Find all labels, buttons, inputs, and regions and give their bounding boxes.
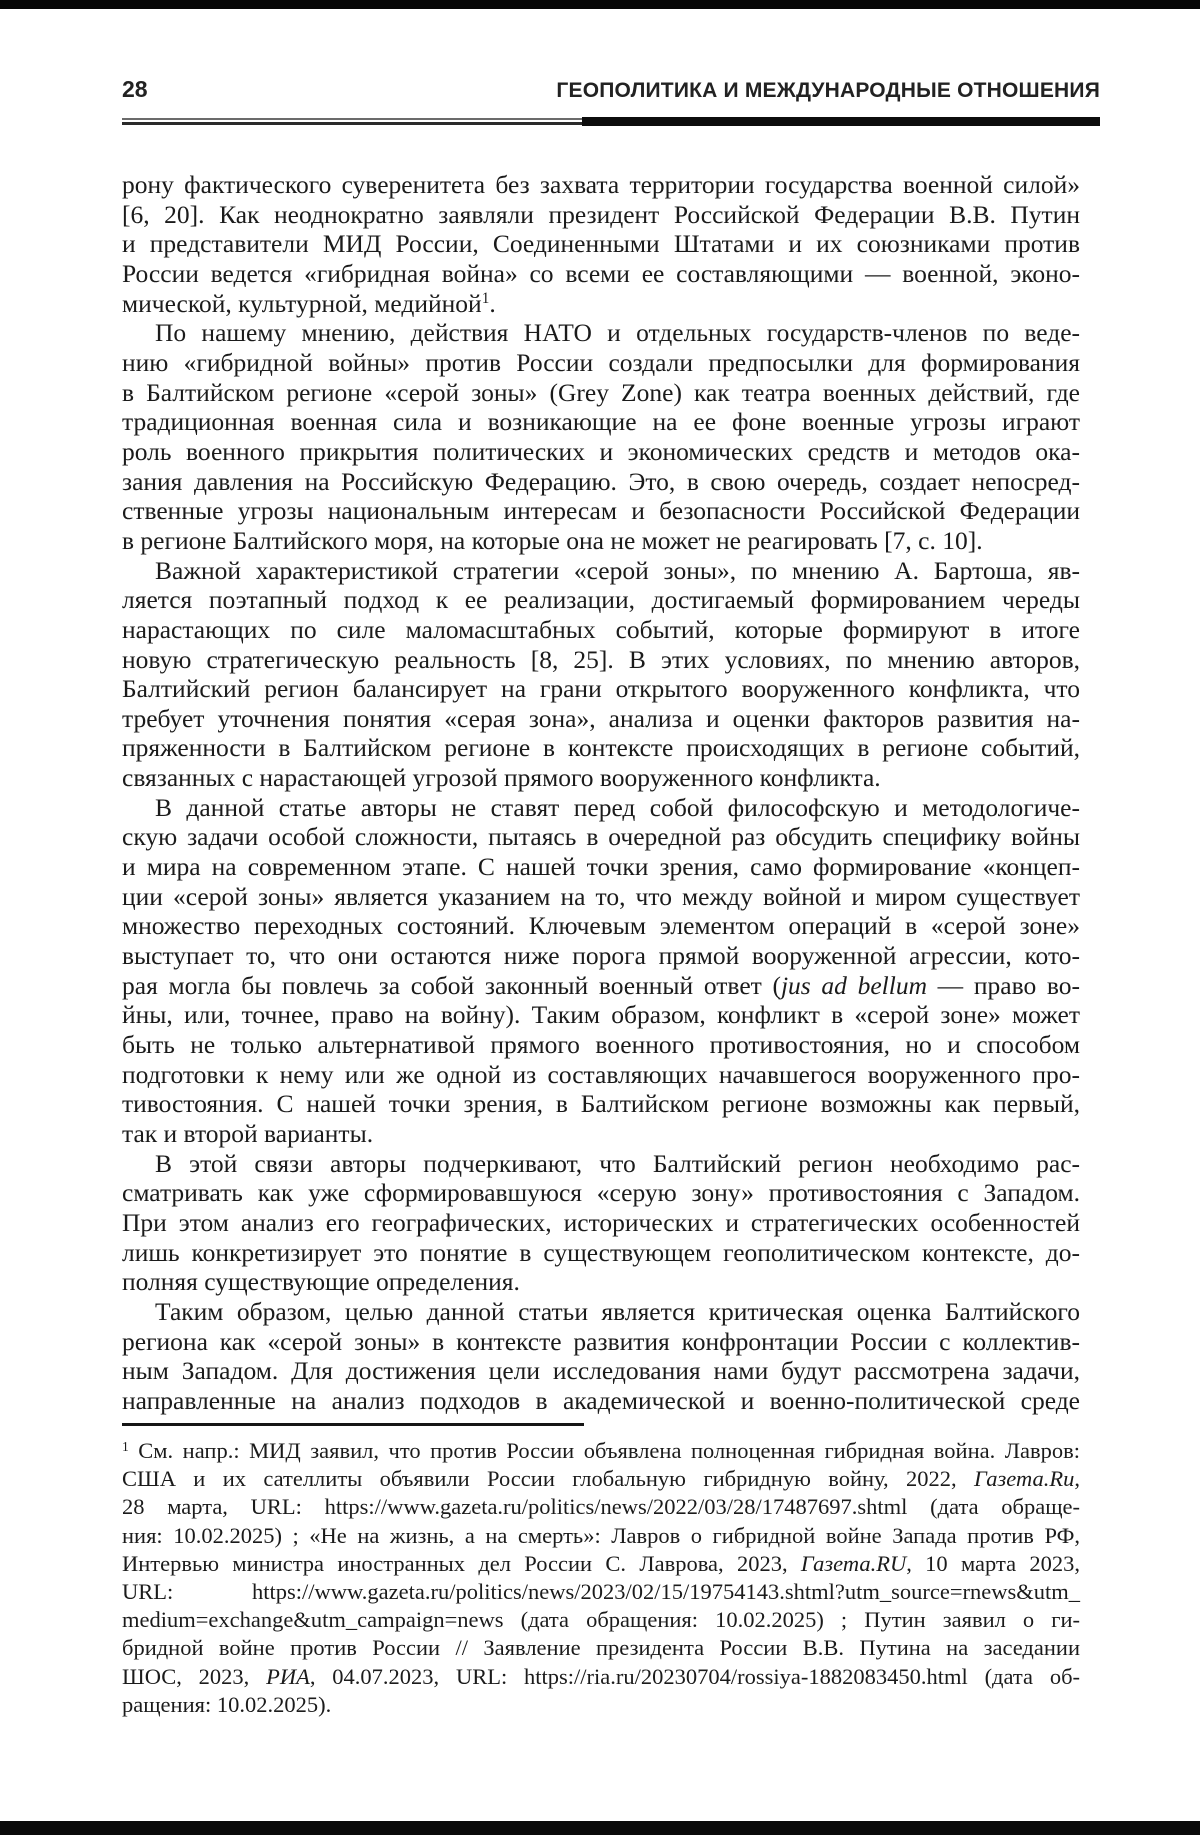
footnote-marker: 1 bbox=[481, 290, 490, 308]
text-segment: скую задачи особой сложности, пытаясь в очередной раз обсудить специфику войны bbox=[122, 822, 1080, 852]
text-line bbox=[122, 971, 1080, 1001]
text-segment: связанных с нарастающей угрозой прямого вооруженного конфликта. bbox=[122, 763, 881, 793]
text-segment: Таким образом, целью данной статьи является критическая оценка Балтийского bbox=[155, 1296, 1080, 1326]
text-segment: Важной характеристикой стратегии «серой зоны», по мнению А. Бартоша, яв- bbox=[155, 555, 1080, 585]
italic-text: jus ad bellum bbox=[780, 970, 927, 1000]
text-line bbox=[122, 585, 1080, 615]
text-line bbox=[122, 1030, 1080, 1060]
paragraph bbox=[122, 1297, 1080, 1416]
text-segment: роль военного прикрытия политических и экономических средств и методов ока- bbox=[122, 436, 1080, 466]
paragraph bbox=[122, 556, 1080, 793]
text-segment: ращения: 10.02.2025). bbox=[122, 1691, 332, 1717]
text-segment: США и их сателлиты объявили России глобальную гибридную войну, 2022, bbox=[122, 1466, 975, 1492]
header-rule bbox=[122, 116, 1100, 126]
text-line bbox=[122, 229, 1080, 259]
paragraph bbox=[122, 793, 1080, 1149]
text-line bbox=[122, 763, 1080, 793]
text-line bbox=[122, 437, 1080, 467]
text-line bbox=[122, 674, 1080, 704]
text-line bbox=[122, 1386, 1080, 1416]
footnote-line bbox=[122, 1663, 1080, 1691]
text-segment: ляется поэтапный подход к ее реализации, достигаемый формированием череды bbox=[122, 585, 1080, 615]
text-line bbox=[122, 1119, 1080, 1149]
page-number: 28 bbox=[122, 76, 148, 102]
text-segment: См. напр.: МИД заявил, что против России объявлена полноценная гибридная война. Лавров: bbox=[128, 1438, 1080, 1463]
header-rule-right-bar bbox=[582, 117, 1100, 126]
text-line bbox=[122, 733, 1080, 763]
text-line bbox=[122, 556, 1080, 586]
paragraph bbox=[122, 318, 1080, 555]
text-segment: мической, культурной, медийной bbox=[122, 288, 482, 318]
text-line bbox=[122, 852, 1080, 882]
text-segment: рая могла бы повлечь за собой законный военный ответ ( bbox=[122, 970, 781, 1000]
text-segment: и мира на современном этапе. С нашей точки зрения, само формирование «концеп- bbox=[122, 852, 1080, 882]
text-segment: сматривать как уже сформировавшуюся «серую зону» противостояния с Западом. bbox=[122, 1178, 1080, 1208]
footnote-line bbox=[122, 1578, 1080, 1606]
text-segment: направленные на анализ подходов в академической и военно-политической среде bbox=[122, 1385, 1080, 1415]
footnote-line bbox=[122, 1691, 1080, 1719]
text-line bbox=[122, 882, 1080, 912]
text-segment: ным Западом. Для достижения цели исследования нами будут рассмотрена задачи, bbox=[122, 1356, 1080, 1386]
text-segment: Балтийский регион балансирует на грани открытого вооруженного конфликта, что bbox=[122, 674, 1080, 704]
footnote-line bbox=[122, 1522, 1080, 1550]
text-segment: так и второй варианты. bbox=[122, 1119, 374, 1148]
footnote bbox=[122, 1437, 1080, 1719]
text-line bbox=[122, 822, 1080, 852]
text-segment: йны, или, точнее, право на войну). Таким образом, конфликт в «серой зоне» может bbox=[122, 1000, 1080, 1030]
text-segment: выступает то, что они остаются ниже порога прямой вооруженной агрессии, кото- bbox=[122, 941, 1080, 971]
footnote-line bbox=[122, 1493, 1080, 1521]
text-segment: URL: https://www.gazeta.ru/politics/news/2023/02/15/19754143.shtml?utm_source=rnews&utm_ bbox=[122, 1579, 1080, 1605]
text-segment: ШОС, 2023, bbox=[122, 1663, 267, 1689]
text-segment: В этой связи авторы подчеркивают, что Балтийский регион необходимо рас- bbox=[155, 1148, 1080, 1178]
text-line bbox=[122, 259, 1080, 289]
text-segment: подготовки к нему или же одной из составляющих начавшегося вооруженного про- bbox=[122, 1059, 1080, 1089]
text-line bbox=[122, 289, 1080, 319]
article-body bbox=[122, 170, 1080, 1416]
text-segment: . bbox=[489, 288, 496, 318]
text-line bbox=[122, 200, 1080, 230]
text-segment: 28 марта, URL: https://www.gazeta.ru/politics/news/2022/03/28/17487697.shtml (дата обраще- bbox=[122, 1494, 1080, 1520]
text-segment: нию «гибридной войны» против России создали предпосылки для формирования bbox=[122, 347, 1080, 377]
text-segment: зания давления на Российскую Федерацию. Это, в свою очередь, создает непосред- bbox=[122, 466, 1080, 496]
running-header bbox=[122, 76, 1100, 103]
scan-edge-top bbox=[0, 0, 1200, 9]
text-segment: лишь конкретизирует это понятие в существующем геополитическом контексте, до- bbox=[122, 1237, 1080, 1267]
text-segment: , bbox=[1074, 1466, 1080, 1492]
running-head-title: ГЕОПОЛИТИКА И МЕЖДУНАРОДНЫЕ ОТНОШЕНИЯ bbox=[556, 79, 1100, 102]
footnote-line bbox=[122, 1550, 1080, 1578]
text-line bbox=[122, 1238, 1080, 1268]
text-line bbox=[122, 1000, 1080, 1030]
text-segment: России ведется «гибридная война» со всеми ее составляющими — военной, эконо- bbox=[122, 258, 1080, 288]
text-segment: Интервью министра иностранных дел России С. Лаврова, 2023, bbox=[122, 1550, 801, 1576]
text-segment: нарастающих по силе маломасштабных событий, которые формируют в итоге bbox=[122, 614, 1080, 644]
text-line bbox=[122, 170, 1080, 200]
text-segment: новую стратегическую реальность [8, 25]. В этих условиях, по мнению авторов, bbox=[122, 644, 1080, 674]
text-line bbox=[122, 407, 1080, 437]
text-line bbox=[122, 615, 1080, 645]
text-line bbox=[122, 941, 1080, 971]
paragraph bbox=[122, 1149, 1080, 1297]
italic-text: Газета.RU bbox=[800, 1550, 907, 1576]
scan-edge-bottom bbox=[0, 1821, 1200, 1835]
text-segment: , 04.07.2023, URL: https://ria.ru/20230704/rossiya-1882083450.html (дата об- bbox=[309, 1663, 1081, 1689]
header-rule-left-double-line bbox=[122, 118, 582, 125]
footnote-line bbox=[122, 1465, 1080, 1493]
text-line bbox=[122, 1060, 1080, 1090]
text-line bbox=[122, 1297, 1080, 1327]
paragraph bbox=[122, 170, 1080, 318]
footnote-separator bbox=[122, 1423, 584, 1426]
text-line bbox=[122, 1089, 1080, 1119]
text-segment: быть не только альтернативой прямого военного противостояния, но и способом bbox=[122, 1030, 1080, 1060]
text-line bbox=[122, 378, 1080, 408]
text-segment: требует уточнения понятия «серая зона», анализа и оценки факторов развития на- bbox=[122, 703, 1080, 733]
text-segment: [6, 20]. Как неоднократно заявляли президент Российской Федерации В.В. Путин bbox=[122, 199, 1080, 229]
text-segment: полняя существующие определения. bbox=[122, 1267, 520, 1297]
text-line bbox=[122, 348, 1080, 378]
text-segment: При этом анализ его географических, исторических и стратегических особенностей bbox=[122, 1207, 1080, 1237]
text-segment: пряженности в Балтийском регионе в контексте происходящих в регионе событий, bbox=[122, 733, 1080, 763]
text-line bbox=[122, 318, 1080, 348]
text-line bbox=[122, 1149, 1080, 1179]
text-segment: в Балтийском регионе «серой зоны» (Grey Zone) как театра военных действий, где bbox=[122, 377, 1080, 407]
text-line bbox=[122, 1356, 1080, 1386]
text-segment: рону фактического суверенитета без захвата территории государства военной силой» bbox=[122, 170, 1080, 199]
text-line bbox=[122, 793, 1080, 823]
text-segment: и представители МИД России, Соединенными Штатами и их союзниками против bbox=[122, 229, 1080, 259]
footnote-line bbox=[122, 1437, 1080, 1465]
footnote-line bbox=[122, 1606, 1080, 1634]
text-segment: тивостояния. С нашей точки зрения, в Балтийском регионе возможны как первый, bbox=[122, 1089, 1080, 1119]
text-line bbox=[122, 1208, 1080, 1238]
text-segment: множество переходных состояний. Ключевым элементом операций в «серой зоне» bbox=[122, 911, 1080, 941]
text-segment: региона как «серой зоны» в контексте развития конфронтации России с коллектив- bbox=[122, 1326, 1080, 1356]
text-line bbox=[122, 704, 1080, 734]
text-segment: ственные угрозы национальным интересам и безопасности Российской Федерации bbox=[122, 496, 1080, 526]
footnote-marker: 1 bbox=[122, 1438, 129, 1454]
text-line bbox=[122, 1327, 1080, 1357]
text-line bbox=[122, 1267, 1080, 1297]
footnote-line bbox=[122, 1634, 1080, 1662]
italic-text: РИА bbox=[266, 1663, 310, 1689]
text-segment: бридной войне против России // Заявление президента России В.В. Путина на заседании bbox=[122, 1635, 1080, 1661]
text-segment: — право во- bbox=[927, 970, 1080, 1000]
text-line bbox=[122, 496, 1080, 526]
text-segment: традиционная военная сила и возникающие на ее фоне военные угрозы играют bbox=[122, 407, 1080, 437]
text-segment: medium=exchange&utm_campaign=news (дата обращения: 10.02.2025) ; Путин заявил о ги- bbox=[122, 1607, 1080, 1633]
text-line bbox=[122, 645, 1080, 675]
text-segment: в регионе Балтийского моря, на которые она не может не реагировать [7, с. 10]. bbox=[122, 525, 983, 555]
text-line bbox=[122, 526, 1080, 556]
text-segment: ния: 10.02.2025) ; «Не на жизнь, а на смерть»: Лавров о гибридной войне Запада против РФ, bbox=[122, 1522, 1080, 1548]
italic-text: Газета.Ru bbox=[974, 1466, 1075, 1492]
text-line bbox=[122, 911, 1080, 941]
text-line bbox=[122, 467, 1080, 497]
text-segment: , 10 марта 2023, bbox=[906, 1550, 1081, 1576]
text-segment: По нашему мнению, действия НАТО и отдельных государств-членов по веде- bbox=[155, 318, 1080, 348]
text-line bbox=[122, 1178, 1080, 1208]
text-segment: ции «серой зоны» является указанием на то, что между войной и миром существует bbox=[122, 881, 1080, 911]
text-segment: В данной статье авторы не ставят перед собой философскую и методологиче- bbox=[155, 792, 1080, 822]
